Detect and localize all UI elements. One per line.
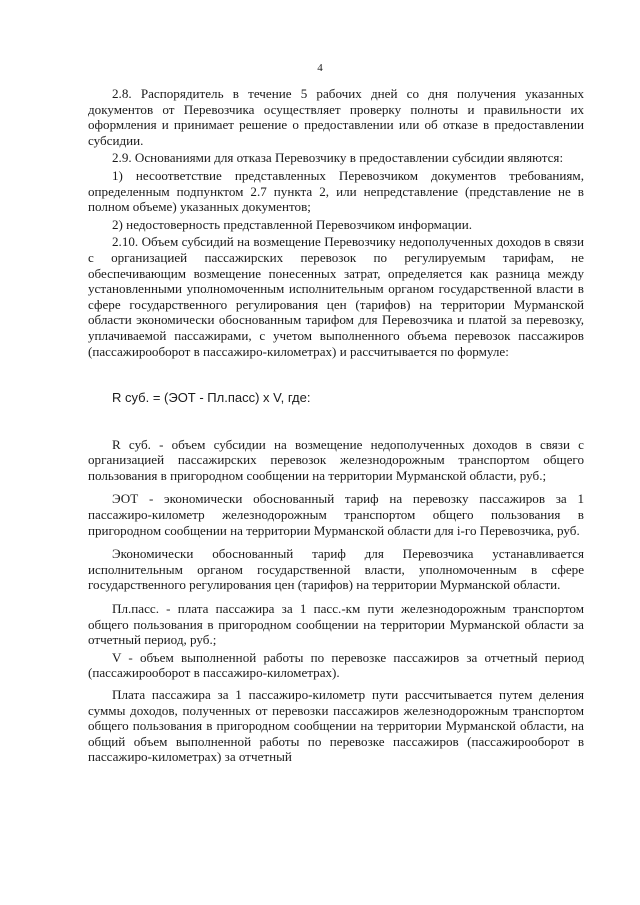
paragraph-eot-setting: Экономически обоснованный тариф для Перевозчика устанавливается исполнительным органом государственной власти, уполномоченным в сфере государственного регулирования цен (тарифов) на территории Мурманской области. [88, 546, 584, 593]
paragraph-2-9: 2.9. Основаниями для отказа Перевозчику в предоставлении субсидии являются: [112, 150, 564, 166]
paragraph-fare-calculation: Плата пассажира за 1 пассажиро-километр пути рассчитывается путем деления суммы доходов, полученных от перевозки пассажиров железнодорожным транспортом общего пользования в пригородном сообщении на территории Мурманской области, на общий объем выполненной работы по перевозке пассажиров (пассажирооборот в пассажиро-километрах) за отчетный [88, 687, 584, 765]
document-body [88, 86, 584, 765]
list-item-1: 1) несоответствие представленных Перевозчиком документов требованиям, определенным подпунктом 2.7 пункта 2, или непредставление (представление не в полном объеме) указанных документов; [88, 167, 584, 215]
definition-r-sub: R суб. - объем субсидии на возмещение недополученных доходов в связи с организацией пассажирских перевозок железнодорожным транспортом общего пользования в пригородном сообщении на территории Мурманской области, руб.; [88, 436, 584, 483]
definition-v: V - объем выполненной работы по перевозке пассажиров за отчетный период (пассажирооборот в пассажиро-километрах). [88, 649, 584, 681]
page-number: 4 [317, 62, 323, 74]
definition-eot: ЭОТ - экономически обоснованный тариф на перевозку пассажиров за 1 пассажиро-километр железнодорожным транспортом общего пользования в пригородном сообщении на территории Мурманской области для i-го Перевозчика, руб. [88, 491, 584, 538]
list-item-2: 2) недостоверность представленной Перевозчиком информации. [112, 216, 472, 232]
definition-pl-pass: Пл.пасс. - плата пассажира за 1 пасс.-км пути железнодорожным транспортом общего пользования в пригородном сообщении на территории Мурманской области за отчетный период, руб.; [88, 601, 584, 648]
subsidy-formula: R суб. = (ЭОТ - Пл.пасс) х V, где: [112, 390, 311, 406]
paragraph-2-8: 2.8. Распорядитель в течение 5 рабочих дней со дня получения указанных документов от Перевозчика осуществляет проверку полноты и правильности их оформления и принимает решение о предоставлении или об отказе в предоставлении субсидии. [88, 86, 584, 148]
paragraph-2-10: 2.10. Объем субсидий на возмещение Перевозчику недополученных доходов в связи с организацией пассажирских перевозок по регулируемым тарифам, не обеспечивающим возмещение понесенных затрат, определяется как разница между установленными уполномоченным исполнительным органом государственной власти в сфере государственного регулирования цен (тарифов) на территории Мурманской области экономически обоснованным тарифом для Перевозчика и платой за перевозку, уплачиваемой пассажирами, с учетом выполненного объема перевозок пассажиров (пассажирооборот в пассажиро-километрах) и рассчитывается по формуле: [88, 234, 584, 359]
